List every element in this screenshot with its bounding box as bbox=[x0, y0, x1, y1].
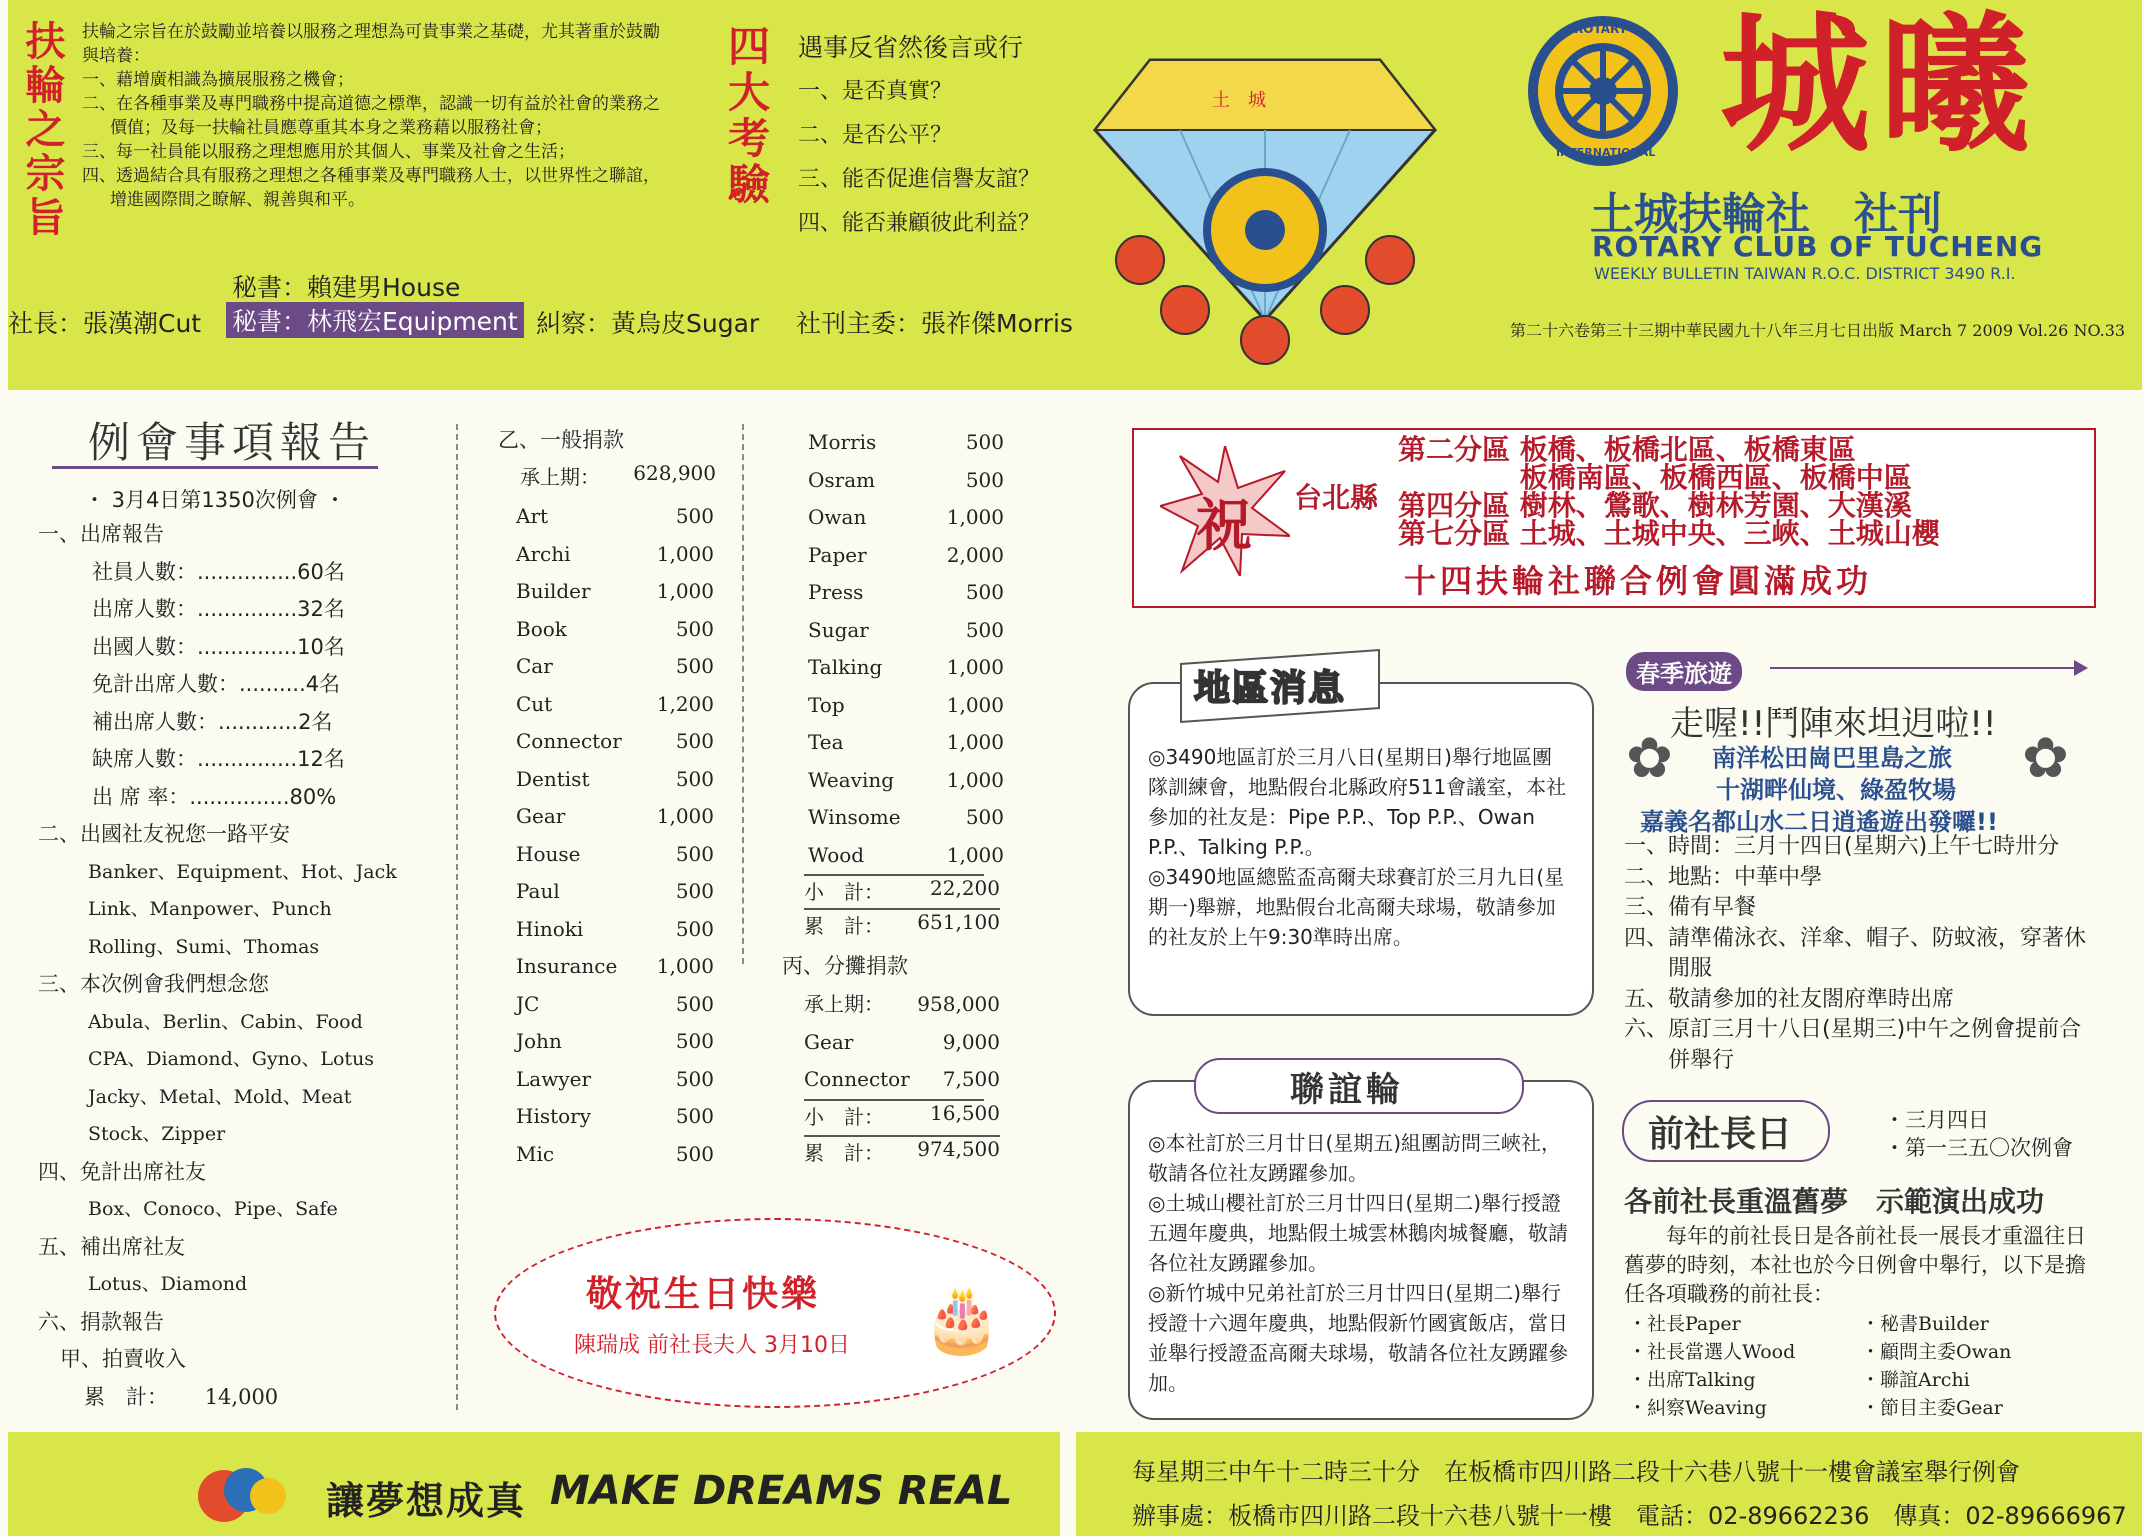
makeup-line: Lotus、Diamond bbox=[88, 1273, 248, 1295]
past-presidents-date: ・三月四日 bbox=[1884, 1108, 1989, 1132]
donation-row bbox=[516, 1023, 714, 1061]
tenets-item: 二、在各種事業及專門職務中提高道德之標準，認識一切有益於社會的業務之價值；及每一扶輪社員應尊重其本身之業務藉以服務社會； bbox=[82, 94, 660, 138]
donation-row bbox=[808, 837, 1004, 875]
donor-name: Dentist bbox=[516, 766, 590, 791]
donation-row bbox=[808, 687, 1004, 725]
abroad-heading: 二、出國社友祝您一路平安 bbox=[38, 822, 290, 846]
birthday-title: 敬祝生日快樂 bbox=[586, 1274, 821, 1315]
donation-amount: 500 bbox=[675, 1029, 714, 1053]
officer-secretary-top: 秘書：賴建男House bbox=[232, 273, 461, 302]
tenets-block bbox=[82, 20, 672, 212]
donor-name: Wood bbox=[808, 842, 865, 867]
meeting-report bbox=[38, 516, 438, 1416]
rotary-wheel-logo bbox=[1528, 16, 1678, 166]
donation-row bbox=[516, 573, 714, 611]
donor-name: Archi bbox=[516, 541, 571, 566]
spring-trip-item: 一、時間：三月十四日(星期六)上午七時卅分 bbox=[1624, 834, 2060, 859]
club-name-zh: 土城扶輪社 社刊 bbox=[1590, 189, 1942, 240]
donor-name: Press bbox=[808, 580, 864, 604]
donor-name: Tea bbox=[808, 730, 844, 754]
share-total-label: 累 計： bbox=[804, 1141, 884, 1165]
donation-amount: 500 bbox=[965, 617, 1004, 642]
past-president-role: ・出席Talking bbox=[1628, 1369, 1756, 1391]
donation-amount: 500 bbox=[675, 879, 714, 903]
exempt-line: Box、Conoco、Pipe、Safe bbox=[88, 1198, 338, 1220]
donation-amount: 9,000 bbox=[942, 1029, 1000, 1054]
donor-name: Morris bbox=[808, 430, 877, 454]
donor-name: Connector bbox=[516, 729, 622, 753]
footer-slogan-zh: 讓夢想成真 bbox=[326, 1479, 527, 1523]
donation-carry-value: 628,900 bbox=[633, 461, 716, 485]
diamond-logo bbox=[1090, 20, 1440, 370]
meeting-title-underline bbox=[52, 466, 378, 469]
donation-row bbox=[516, 873, 714, 911]
district-news-item: ◎3490地區訂於三月八日(星期日)舉行地區團隊訓練會，地點假台北縣政府511會議室，本社參加的社友是：Pipe P.P.、Top P.P.、Owan P.P.、Talking P.P.。 bbox=[1148, 745, 1567, 859]
donor-name: Insurance bbox=[516, 954, 618, 978]
spring-trip-headline: 走喔!!鬥陣來坦迌啦!! bbox=[1670, 704, 1997, 744]
donor-name: Book bbox=[516, 616, 567, 641]
donation-amount: 1,000 bbox=[946, 730, 1004, 754]
attendance-label: 免計出席人數： bbox=[92, 672, 239, 696]
donor-name: JC bbox=[516, 991, 540, 1016]
miss-list bbox=[38, 1004, 438, 1154]
miss-line: Stock、Zipper bbox=[88, 1123, 226, 1145]
tenets-item: 四、透過結合具有服務之理想之各種事業及專門職務人士，以世界性之聯誼，增進國際間之瞭解、親善與和平。 bbox=[82, 166, 660, 210]
donation-row bbox=[516, 648, 714, 686]
past-president-role: ・顧問主委Owan bbox=[1861, 1341, 2012, 1363]
footer-logo bbox=[186, 1456, 296, 1526]
donation-amount: 500 bbox=[675, 1104, 714, 1128]
congrats-line: 板橋南區、板橋西區、板橋中區 bbox=[1398, 461, 1912, 494]
donation-row bbox=[516, 1098, 714, 1136]
abroad-line: Rolling、Sumi、Thomas bbox=[88, 935, 320, 958]
past-president-role: ・聯誼Archi bbox=[1861, 1369, 1970, 1391]
donation-amount: 7,500 bbox=[942, 1067, 1000, 1091]
donation-row bbox=[516, 836, 714, 874]
share-donation-list bbox=[804, 986, 1000, 1099]
fellowship-title: 聯誼輪 bbox=[1290, 1070, 1404, 1110]
donation-carry bbox=[520, 461, 716, 490]
exempt-heading: 四、免計出席社友 bbox=[38, 1159, 206, 1184]
donation-row bbox=[808, 612, 1004, 650]
donor-name: Gear bbox=[516, 804, 566, 828]
past-presidents-text: 每年的前社長日是各前社長一展長才重溫往日舊夢的時刻，本社也於今日例會中舉行，以下是擔任各項職務的前社長： bbox=[1624, 1224, 2086, 1306]
share-subtotal bbox=[804, 1099, 1000, 1130]
miss-line: CPA、Diamond、Gyno、Lotus bbox=[88, 1048, 375, 1070]
makeup-heading: 五、補出席社友 bbox=[38, 1234, 185, 1259]
donor-name: Connector bbox=[804, 1067, 910, 1091]
four-way-test-item: 四、能否兼顧彼此利益？ bbox=[798, 211, 1041, 236]
share-donation-heading: 丙、分攤捐款 bbox=[782, 954, 908, 978]
donation-amount: 500 bbox=[965, 467, 1004, 492]
four-way-test-item: 三、能否促進信譽友誼？ bbox=[798, 167, 1041, 192]
congrats-line: 第二分區 板橋、板橋北區、板橋東區 bbox=[1398, 433, 1856, 466]
donation-amount: 500 bbox=[965, 430, 1004, 454]
fellowship-list bbox=[1148, 1128, 1570, 1398]
donation-amount: 2,000 bbox=[946, 542, 1004, 567]
four-way-test-item: 二、是否公平？ bbox=[798, 123, 953, 148]
congrats-line: 第七分區 土城、土城中央、三峽、土城山櫻 bbox=[1398, 517, 1940, 550]
attendance-row bbox=[92, 591, 438, 629]
auction-total-value: 14,000 bbox=[204, 1384, 279, 1409]
attendance-value: 12名 bbox=[297, 747, 345, 771]
column-divider bbox=[742, 424, 744, 964]
attendance-label: 補出席人數： bbox=[92, 709, 218, 734]
donor-name: Art bbox=[516, 504, 549, 528]
donation-amount: 1,000 bbox=[946, 842, 1004, 867]
donor-name: Cut bbox=[516, 691, 553, 716]
donor-name: Winsome bbox=[808, 805, 901, 829]
bulletin-line: WEEKLY BULLETIN TAIWAN R.O.C. DISTRICT 3490 R.I. bbox=[1594, 264, 2016, 283]
attendance-list bbox=[38, 554, 438, 817]
exempt-list bbox=[38, 1191, 438, 1229]
donation-amount: 1,000 bbox=[946, 655, 1004, 679]
donation-row bbox=[808, 574, 1004, 612]
donation-amount: 1,000 bbox=[656, 954, 714, 978]
tenets-title: 扶輪之宗旨 bbox=[19, 20, 65, 240]
attendance-row bbox=[92, 741, 438, 779]
donation-row bbox=[516, 498, 714, 536]
auction-total bbox=[38, 1379, 438, 1417]
footer-office: 辦事處：板橋市四川路二段十六巷八號十一樓 電話：02-89662236 傳真：02-89666967 bbox=[1132, 1502, 2127, 1530]
donation-amount: 1,000 bbox=[656, 804, 714, 828]
attendance-label: 社員人數： bbox=[92, 559, 197, 584]
fellowship-item: ◎本社訂於三月廿日(星期五)組團訪問三峽社，敬請各位社友踴躍參加。 bbox=[1148, 1131, 1562, 1185]
attendance-label: 出席人數： bbox=[92, 597, 197, 621]
attendance-row bbox=[92, 554, 438, 592]
club-name-en: ROTARY CLUB OF TUCHENG bbox=[1592, 230, 2044, 263]
fellowship-item: ◎新竹城中兄弟社訂於三月廿四日(星期二)舉行授證十六週年慶典，地點假新竹國賓飯店，當日並舉行授證盃高爾夫球場，敬請各位社友踴躍參加。 bbox=[1148, 1281, 1568, 1395]
share-total-value: 974,500 bbox=[917, 1137, 1000, 1161]
attendance-heading: 一、出席報告 bbox=[38, 522, 164, 546]
donation-row bbox=[808, 762, 1004, 800]
donor-name: Paul bbox=[516, 879, 560, 903]
spring-trip-item: 五、敬請參加的社友閤府準時出席 bbox=[1624, 986, 1955, 1012]
meeting-title: 例會事項報告 bbox=[88, 418, 377, 467]
donation-row bbox=[516, 798, 714, 836]
donation-carry-label: 承上期： bbox=[520, 465, 600, 489]
donation-subtotal-label: 小 計： bbox=[804, 880, 884, 904]
donation-total bbox=[804, 908, 1000, 939]
congrats-county: 台北縣 bbox=[1294, 481, 1379, 514]
donation-amount: 1,200 bbox=[656, 691, 714, 716]
four-way-test-item: 一、是否真實？ bbox=[798, 79, 953, 104]
column-divider bbox=[456, 424, 458, 1410]
auction-heading: 甲、拍賣收入 bbox=[60, 1347, 186, 1371]
donation-row bbox=[516, 1061, 714, 1099]
past-president-role: ・秘書Builder bbox=[1861, 1313, 1989, 1335]
donation-amount: 500 bbox=[675, 504, 714, 528]
donation-row bbox=[516, 911, 714, 949]
donation-amount: 500 bbox=[675, 616, 714, 641]
donor-name: Gear bbox=[804, 1029, 854, 1054]
masthead-title: 城曦 bbox=[1720, 0, 2041, 173]
issue-line: 第二十六卷第三十三期中華民國九十八年三月七日出版 March 7 2009 Vol.26 NO.33 bbox=[1510, 321, 2126, 340]
attendance-dots: ............... bbox=[197, 747, 298, 771]
abroad-line: Link、Manpower、Punch bbox=[88, 898, 332, 920]
attendance-value: 32名 bbox=[297, 597, 345, 621]
officer-president: 社長：張漢潮Cut bbox=[8, 309, 202, 338]
congrats-footer: 十四扶輪社聯合例會圓滿成功 bbox=[1404, 562, 1873, 600]
attendance-dots: .......... bbox=[239, 672, 306, 696]
share-subtotal-value: 16,500 bbox=[930, 1101, 1000, 1125]
donation-row bbox=[516, 723, 714, 761]
donation-amount: 1,000 bbox=[946, 692, 1004, 717]
donation-row bbox=[516, 686, 714, 724]
attendance-dots: ............... bbox=[197, 559, 298, 584]
fellowship-item: ◎土城山櫻社訂於三月廿四日(星期二)舉行授證五週年慶典，地點假土城雲林鵝肉城餐廳，敬請各位社友踴躍參加。 bbox=[1148, 1191, 1568, 1275]
attendance-dots: ............... bbox=[197, 634, 298, 659]
attendance-value: 4名 bbox=[305, 672, 341, 696]
past-presidents-title: 前社長日 bbox=[1648, 1114, 1793, 1155]
miss-line: Jacky、Metal、Mold、Meat bbox=[88, 1085, 352, 1108]
spring-trip-sub2: 十湖畔仙境、綠盈牧場 bbox=[1716, 776, 1956, 804]
auction-total-label: 累 計： bbox=[84, 1384, 168, 1409]
donor-name: Builder bbox=[516, 579, 591, 603]
rotary-ring-bottom-text: INTERNATIONAL bbox=[1556, 146, 1656, 159]
district-news-title: 地區消息 bbox=[1194, 668, 1347, 709]
attendance-label: 缺席人數： bbox=[92, 747, 197, 771]
donation-amount: 500 bbox=[965, 580, 1004, 604]
donation-row bbox=[516, 948, 714, 986]
tenets-intro: 扶輪之宗旨在於鼓勵並培養以服務之理想為可貴事業之基礎，尤其著重於鼓勵與培養： bbox=[82, 22, 660, 66]
donation-row bbox=[808, 799, 1004, 837]
attendance-label: 出國人數： bbox=[92, 634, 197, 659]
spring-trip-item: 三、備有早餐 bbox=[1624, 895, 1757, 920]
donor-name: Lawyer bbox=[516, 1066, 592, 1091]
donation-row bbox=[808, 724, 1004, 762]
four-way-test-intro: 遇事反省然後言或行 bbox=[798, 33, 1024, 62]
donation-row bbox=[808, 649, 1004, 687]
donor-name: Talking bbox=[808, 655, 883, 679]
donation-list-2 bbox=[808, 424, 1004, 874]
congrats-lines bbox=[1398, 433, 1940, 550]
spring-trip-label: 春季旅遊 bbox=[1626, 652, 1742, 691]
attendance-row bbox=[92, 666, 438, 704]
donation-amount: 1,000 bbox=[946, 767, 1004, 792]
donor-name: House bbox=[516, 841, 581, 866]
attendance-value: 80% bbox=[289, 784, 337, 809]
donation-amount: 500 bbox=[675, 841, 714, 866]
four-way-test-block bbox=[798, 26, 1040, 246]
tenets-item: 一、藉增廣相識為擴展服務之機會； bbox=[82, 70, 354, 90]
tenets-item: 三、每一社員能以服務之理想應用於其個人、事業及社會之生活； bbox=[82, 142, 575, 162]
share-total bbox=[804, 1135, 1000, 1166]
donor-name: Osram bbox=[808, 467, 876, 492]
attendance-value: 2名 bbox=[298, 709, 333, 734]
past-presidents-headline: 各前社長重溫舊夢 示範演出成功 bbox=[1624, 1185, 2045, 1218]
donation-row bbox=[516, 1136, 714, 1174]
donation-amount: 1,000 bbox=[656, 579, 714, 603]
donor-name: Top bbox=[808, 692, 845, 717]
rotary-ring-top-text: ROTARY bbox=[1574, 22, 1628, 36]
past-president-role: ・社長Paper bbox=[1628, 1313, 1741, 1335]
donation-amount: 1,000 bbox=[946, 505, 1004, 529]
footer-slogan-en: MAKE DREAMS REAL bbox=[550, 1468, 1013, 1514]
makeup-list bbox=[38, 1266, 438, 1304]
attendance-value: 10名 bbox=[297, 634, 345, 659]
donation-row bbox=[808, 424, 1004, 462]
donation-row bbox=[516, 761, 714, 799]
donor-name: Car bbox=[516, 654, 553, 678]
attendance-value: 60名 bbox=[297, 559, 345, 584]
spring-trip-list bbox=[1624, 832, 2094, 1076]
district-news-item: ◎3490地區總監盃高爾夫球賽訂於三月九日(星期一)舉辦，地點假台北高爾夫球場，敬請參加的社友於上午9:30準時出席。 bbox=[1148, 865, 1565, 949]
donation-row bbox=[808, 499, 1004, 537]
donation-row bbox=[808, 537, 1004, 575]
donor-name: Hinoki bbox=[516, 916, 584, 941]
spring-trip-arrowhead bbox=[2074, 660, 2088, 676]
officer-secretary: 秘書：林飛宏Equipment bbox=[226, 302, 524, 338]
donor-name: 承上期： bbox=[804, 992, 884, 1016]
abroad-list bbox=[38, 854, 438, 967]
donation-amount: 1,000 bbox=[656, 541, 714, 566]
donation-amount: 500 bbox=[675, 766, 714, 791]
share-subtotal-label: 小 計： bbox=[804, 1105, 884, 1129]
spring-trip-arrow bbox=[1770, 667, 2078, 669]
donor-name: Weaving bbox=[808, 767, 895, 792]
past-presidents-roles bbox=[1628, 1310, 2094, 1422]
donation-subtotal-value: 22,200 bbox=[930, 876, 1000, 900]
past-president-role: ・節目主委Gear bbox=[1861, 1397, 2003, 1419]
past-president-role: ・糾察Weaving bbox=[1628, 1397, 1767, 1419]
congrats-line: 第四分區 樹林、鶯歌、樹林芳園、大漢溪 bbox=[1398, 489, 1912, 522]
attendance-row bbox=[92, 779, 438, 817]
attendance-dots: ............... bbox=[189, 784, 290, 809]
donor-name: Paper bbox=[808, 542, 867, 567]
birthday-cake-icon: 🎂 bbox=[922, 1283, 1002, 1357]
donor-name: Owan bbox=[808, 505, 867, 529]
donation-row bbox=[804, 1024, 1000, 1062]
donation-amount: 958,000 bbox=[917, 992, 1000, 1016]
donation-row bbox=[808, 462, 1004, 500]
spring-trip-sub3: 嘉義名都山水二日逍遙遊出發囉!! bbox=[1640, 808, 1998, 836]
spring-trip-item: 六、原訂三月十八日(星期三)中午之例會提前合併舉行 bbox=[1624, 1017, 2082, 1073]
donation-amount: 500 bbox=[965, 805, 1004, 829]
donation-amount: 500 bbox=[675, 916, 714, 941]
attendance-row bbox=[92, 629, 438, 667]
maple-leaf-icon: ✿ bbox=[2022, 726, 2069, 791]
donation-row bbox=[804, 986, 1000, 1024]
district-news-list bbox=[1148, 742, 1570, 952]
congrats-big-char: 祝 bbox=[1196, 494, 1252, 559]
attendance-label: 出 席 率： bbox=[92, 784, 190, 809]
donation-amount: 500 bbox=[675, 1066, 714, 1091]
spring-trip-sub1: 南洋松田崗巴里島之旅 bbox=[1712, 744, 1952, 772]
donor-name: Sugar bbox=[808, 617, 869, 642]
past-presidents-meeting: ・第一三五〇次例會 bbox=[1884, 1136, 2073, 1160]
attendance-row bbox=[92, 704, 438, 742]
donation-row bbox=[516, 536, 714, 574]
miss-line: Abula、Berlin、Cabin、Food bbox=[88, 1010, 363, 1033]
donation-amount: 500 bbox=[675, 991, 714, 1016]
donation-amount: 500 bbox=[675, 729, 714, 753]
miss-heading: 三、本次例會我們想念您 bbox=[38, 972, 269, 996]
spring-trip-item: 二、地點：中華中學 bbox=[1624, 864, 1823, 890]
spring-trip-item: 四、請準備泳衣、洋傘、帽子、防蚊液，穿著休閒服 bbox=[1624, 925, 2087, 981]
diamond-logo-text: 土 城 bbox=[1212, 90, 1266, 111]
donation-heading: 六、捐款報告 bbox=[38, 1309, 164, 1334]
donor-name: Mic bbox=[516, 1141, 555, 1166]
abroad-line: Banker、Equipment、Hot、Jack bbox=[88, 860, 397, 883]
birthday-text: 陳瑞成 前社長夫人 3月10日 bbox=[574, 1333, 850, 1358]
donation-row bbox=[516, 611, 714, 649]
four-way-test-title: 四大考驗 bbox=[722, 24, 771, 208]
donation-amount: 500 bbox=[675, 1141, 714, 1166]
donor-name: History bbox=[516, 1104, 592, 1128]
donation-row bbox=[804, 1061, 1000, 1099]
attendance-dots: ............ bbox=[218, 709, 299, 734]
officer-editor: 社刊主委：張祚傑Morris bbox=[796, 309, 1073, 338]
officer-sergeant: 糾察：黃烏皮Sugar bbox=[536, 309, 760, 338]
past-president-role: ・社長當選人Wood bbox=[1628, 1341, 1796, 1363]
meeting-subtitle: ・ 3月4日第1350次例會 ・ bbox=[84, 488, 346, 512]
donation-list-1 bbox=[516, 498, 714, 1173]
footer-meeting-info: 每星期三中午十二時三十分 在板橋市四川路二段十六巷八號十一樓會議室舉行例會 bbox=[1132, 1458, 2020, 1486]
donation-row bbox=[516, 986, 714, 1024]
donation-total-value: 651,100 bbox=[917, 910, 1000, 934]
donation-subtotal bbox=[804, 874, 1000, 905]
donation-total-label: 累 計： bbox=[804, 914, 884, 938]
donor-name: John bbox=[516, 1029, 562, 1053]
attendance-dots: ............... bbox=[197, 597, 298, 621]
maple-leaf-icon: ✿ bbox=[1626, 726, 1673, 791]
general-donation-heading: 乙、一般捐款 bbox=[498, 428, 624, 452]
donation-amount: 500 bbox=[675, 654, 714, 678]
